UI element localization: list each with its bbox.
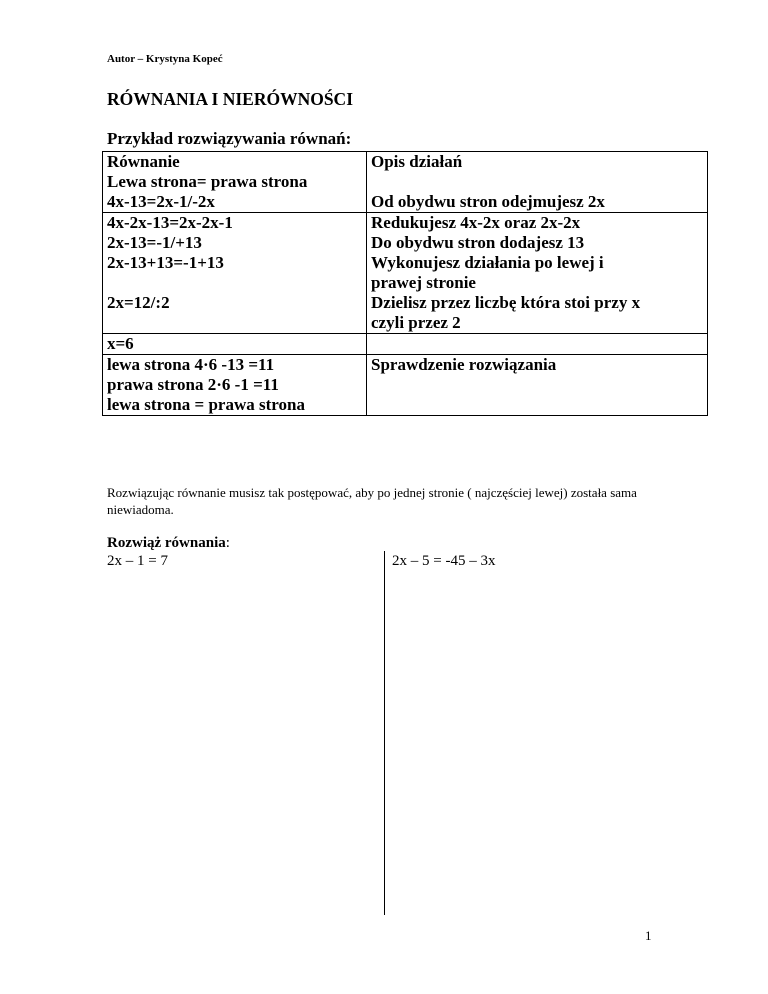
table-line: lewa strona = prawa strona	[107, 395, 305, 414]
instruction-note: Rozwiązując równanie musisz tak postępować, aby po jednej stronie ( najczęściej lewej) została sama niewiadoma.	[107, 485, 637, 517]
document-title: RÓWNANIA I NIERÓWNOŚCI	[107, 89, 354, 109]
exercise-equation-left: 2x – 1 = 7	[107, 553, 168, 569]
author-line: Autor – Krystyna Kopeć	[107, 53, 223, 65]
table-line: 2x-13+13=-1+13	[107, 253, 224, 272]
table-line	[107, 273, 362, 293]
table-line	[371, 334, 703, 354]
table-line: Redukujesz 4x-2x oraz 2x-2x	[371, 213, 581, 232]
description-cell	[367, 355, 708, 416]
table-line: czyli przez 2	[371, 313, 461, 332]
exercise-heading-text: Rozwiąż równania	[107, 535, 226, 551]
description-cell	[367, 334, 708, 355]
equation-cell	[103, 213, 367, 334]
example-heading: Przykład rozwiązywania równań:	[107, 129, 352, 148]
equation-cell	[103, 334, 367, 355]
column-divider	[384, 551, 385, 915]
exercise-heading	[107, 535, 230, 552]
table-line: 2x=12/:2	[107, 293, 170, 312]
table-line: Lewa strona= prawa strona	[107, 172, 308, 191]
table-line	[371, 395, 703, 415]
table-line: Do obydwu stron dodajesz 13	[371, 233, 585, 252]
table-line: Od obydwu stron odejmujesz 2x	[371, 192, 605, 211]
table-line: prawa strona 2·6 -1 =11	[107, 375, 279, 394]
table-row	[103, 152, 708, 213]
table-line: Dzielisz przez liczbę która stoi przy x	[371, 293, 641, 312]
table-line: Równanie	[107, 152, 180, 171]
table-line: 2x-13=-1/+13	[107, 233, 202, 252]
table-line: 4x-2x-13=2x-2x-1	[107, 213, 233, 232]
table-line	[371, 172, 703, 192]
table-line: prawej stronie	[371, 273, 476, 292]
equation-cell	[103, 152, 367, 213]
table-line: Sprawdzenie rozwiązania	[371, 355, 557, 374]
table-line: Wykonujesz działania po lewej i	[371, 253, 604, 272]
table-line	[107, 313, 362, 333]
description-cell	[367, 213, 708, 334]
page-number: 1	[645, 928, 652, 943]
table-line	[371, 375, 703, 395]
table-line: Opis działań	[371, 152, 463, 171]
table-line: x=6	[107, 334, 134, 353]
table-row	[103, 213, 708, 334]
table-line: 4x-13=2x-1/-2x	[107, 192, 215, 211]
exercise-heading-colon: :	[225, 535, 230, 551]
table-line: lewa strona 4·6 -13 =11	[107, 355, 275, 374]
table-row	[103, 334, 708, 355]
exercise-equation-right: 2x – 5 = -45 – 3x	[392, 553, 496, 569]
table-row	[103, 355, 708, 416]
equation-cell	[103, 355, 367, 416]
example-table	[102, 151, 708, 416]
description-cell	[367, 152, 708, 213]
